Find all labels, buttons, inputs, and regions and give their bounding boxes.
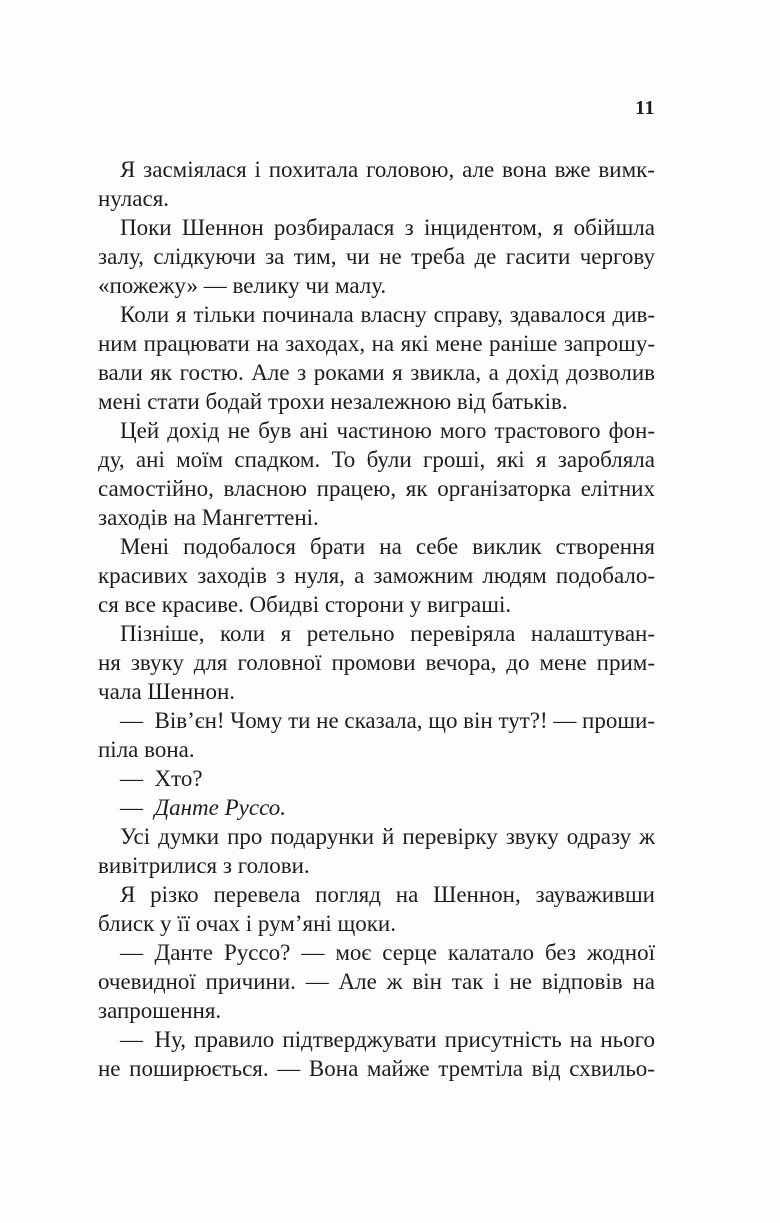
text-segment: чала Шеннон. <box>98 679 236 704</box>
text-line <box>98 474 655 503</box>
text-block <box>98 155 655 1083</box>
text-line-content <box>98 853 310 878</box>
paragraph <box>98 532 655 619</box>
text-segment: Цей дохід не був ані частиною мого трастового фон- <box>120 418 656 443</box>
text-line-content <box>120 215 655 240</box>
text-line-content <box>120 795 286 820</box>
text-segment: Поки Шеннон розбиралася з інцидентом, я обійшла <box>120 215 655 240</box>
text-line <box>98 996 655 1025</box>
text-line <box>98 416 655 445</box>
text-segment: вивітрилися з голови. <box>98 853 310 878</box>
text-line <box>98 822 655 851</box>
text-line <box>98 967 655 996</box>
text-line <box>98 532 655 561</box>
text-line <box>98 329 655 358</box>
text-segment: ду, ані моїм спадком. То були гроші, які я заробляла <box>98 447 655 472</box>
text-line-content <box>120 302 655 327</box>
text-line-content <box>98 331 655 356</box>
paragraph <box>98 706 655 764</box>
text-line-content <box>98 476 655 501</box>
text-segment: — Ну, правило підтверджувати присутність на нього <box>120 1027 656 1052</box>
paragraph <box>98 880 655 938</box>
text-line-content <box>120 824 655 849</box>
text-line-content <box>98 273 386 298</box>
text-segment: — Вів’єн! Чому ти не сказала, що він тут?! — проши- <box>120 708 656 733</box>
text-line-content <box>98 679 235 704</box>
text-segment: красивих заходів з нуля, а заможним людям подобало- <box>98 563 655 588</box>
paragraph <box>98 213 655 300</box>
text-line-content <box>98 911 396 936</box>
text-segment: запрошення. <box>98 998 222 1023</box>
text-line <box>98 271 655 300</box>
text-line <box>98 793 655 822</box>
text-segment: Мені подобалося брати на себе виклик створення <box>120 534 656 559</box>
text-segment: Коли я тільки починала власну справу, здавалося див- <box>120 302 656 327</box>
text-line <box>98 619 655 648</box>
text-segment: залу, слідкуючи за тим, чи не треба де гасити чергову <box>98 244 655 269</box>
text-segment: заходів на Мангеттені. <box>98 505 319 530</box>
paragraph <box>98 416 655 532</box>
text-segment: ня звуку для головної промови вечора, до мене прим- <box>98 650 655 675</box>
paragraph <box>98 300 655 416</box>
text-line-content <box>120 882 655 907</box>
text-segment: блиск у її очах і рум’яні щоки. <box>98 911 396 936</box>
text-line-content <box>98 563 655 588</box>
text-segment: не поширюється. — Вона майже тремтіла від схвильо- <box>98 1056 655 1081</box>
text-line-content <box>98 186 169 211</box>
text-line <box>98 880 655 909</box>
paragraph <box>98 793 655 822</box>
text-segment: ся все красиве. Обидві сторони у виграші. <box>98 592 512 617</box>
text-line <box>98 503 655 532</box>
text-line <box>98 677 655 706</box>
text-segment: — <box>120 795 155 820</box>
text-line <box>98 561 655 590</box>
text-segment: — Хто? <box>120 766 203 791</box>
text-line-content <box>98 1056 655 1081</box>
text-line <box>98 358 655 387</box>
text-line-content <box>98 447 655 472</box>
text-segment: ним працювати на заходах, на які мене раніше запрошу- <box>98 331 655 356</box>
text-line-content <box>120 708 655 733</box>
text-segment: «пожежу» — велику чи малу. <box>98 273 387 298</box>
text-line-content <box>98 360 655 385</box>
text-segment: вали як гостю. Але з роками я звикла, а дохід дозволив <box>98 360 656 385</box>
text-line <box>98 213 655 242</box>
text-line-content <box>120 157 655 182</box>
text-line <box>98 706 655 735</box>
text-segment: нулася. <box>98 186 170 211</box>
text-line <box>98 648 655 677</box>
text-line-content <box>98 650 655 675</box>
text-line-content <box>98 592 511 617</box>
paragraph <box>98 155 655 213</box>
text-line <box>98 735 655 764</box>
page-number: 11 <box>635 97 655 119</box>
text-line-content <box>98 998 221 1023</box>
text-line-content <box>98 505 319 530</box>
text-line <box>98 300 655 329</box>
text-segment: самостійно, власною працею, як організаторка елітних <box>98 476 655 501</box>
text-line-content <box>98 737 195 762</box>
text-line-content <box>120 940 655 965</box>
text-line-content <box>120 418 655 443</box>
text-line-content <box>98 244 655 269</box>
text-line <box>98 242 655 271</box>
text-line <box>98 938 655 967</box>
text-line-content <box>120 534 655 559</box>
paragraph <box>98 822 655 880</box>
text-line <box>98 909 655 938</box>
text-line <box>98 590 655 619</box>
text-line <box>98 764 655 793</box>
text-line-content <box>98 969 655 994</box>
text-line <box>98 1054 655 1083</box>
text-line-content <box>98 389 568 414</box>
text-line <box>98 445 655 474</box>
paragraph <box>98 1025 655 1083</box>
text-line-content <box>120 621 655 646</box>
text-segment: Я засміялася і похитала головою, але вона вже вимк- <box>120 157 655 182</box>
paragraph <box>98 619 655 706</box>
text-line <box>98 851 655 880</box>
text-line-content <box>120 1027 655 1052</box>
text-line <box>98 1025 655 1054</box>
text-line-content <box>120 766 203 791</box>
text-segment: Усі думки про подарунки й перевірку звуку одразу ж <box>120 824 656 849</box>
text-segment: піла вона. <box>98 737 195 762</box>
text-segment: — Данте Руссо? — моє серце калатало без жодної <box>120 940 655 965</box>
paragraph <box>98 938 655 1025</box>
text-segment: Пізніше, коли я ретельно перевіряла налаштуван- <box>120 621 656 646</box>
text-segment: очевидної причини. — Але ж він так і не відповів на <box>98 969 655 994</box>
text-line <box>98 387 655 416</box>
text-line <box>98 184 655 213</box>
text-segment: мені стати бодай трохи незалежною від батьків. <box>98 389 568 414</box>
text-line <box>98 155 655 184</box>
italic-text-segment: Данте Руссо. <box>154 795 286 820</box>
text-segment: Я різко перевела погляд на Шеннон, зауваживши <box>120 882 655 907</box>
paragraph <box>98 764 655 793</box>
